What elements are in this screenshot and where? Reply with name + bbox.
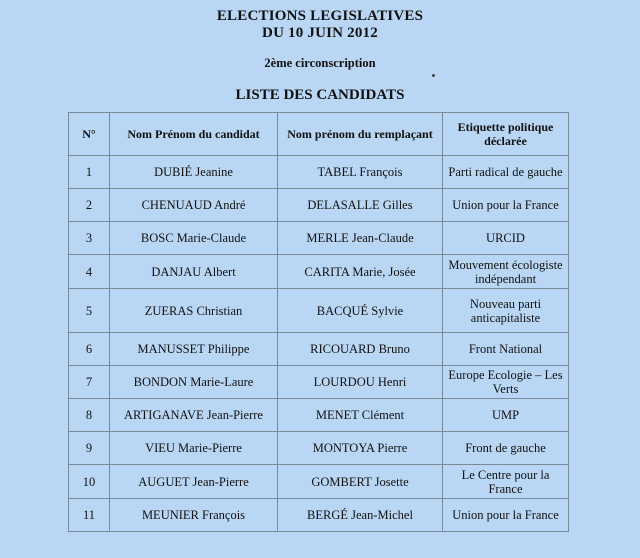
substitute-name: BERGÉ Jean-Michel	[278, 499, 443, 532]
substitute-name: MONTOYA Pierre	[278, 432, 443, 465]
political-label: Front National	[443, 333, 569, 366]
table-row	[69, 289, 569, 333]
candidate-name: MEUNIER François	[110, 499, 278, 532]
substitute-name: CARITA Marie, Josée	[278, 255, 443, 289]
candidate-name: BONDON Marie-Laure	[110, 366, 278, 399]
candidate-name: VIEU Marie-Pierre	[110, 432, 278, 465]
col-header-label: Etiquette politique déclarée	[443, 113, 569, 156]
row-number: 4	[69, 255, 110, 289]
title-line-2: DU 10 JUIN 2012	[262, 25, 378, 41]
substitute-name: LOURDOU Henri	[278, 366, 443, 399]
table-body	[69, 156, 569, 532]
table-header-row	[69, 113, 569, 156]
candidate-name: ARTIGANAVE Jean-Pierre	[110, 399, 278, 432]
table-row	[69, 432, 569, 465]
political-label: Nouveau parti anticapitaliste	[443, 289, 569, 333]
candidate-name: ZUERAS Christian	[110, 289, 278, 333]
table-row	[69, 189, 569, 222]
title-line-1: ELECTIONS LEGISLATIVES	[216, 8, 424, 24]
row-number: 10	[69, 465, 110, 499]
substitute-name: RICOUARD Bruno	[278, 333, 443, 366]
candidate-name: DUBIÉ Jeanine	[110, 156, 278, 189]
table-row	[69, 156, 569, 189]
political-label: Europe Ecologie – Les Verts	[443, 366, 569, 399]
table-row	[69, 333, 569, 366]
table-row	[69, 399, 569, 432]
row-number: 2	[69, 189, 110, 222]
substitute-name: DELASALLE Gilles	[278, 189, 443, 222]
table-row	[69, 499, 569, 532]
row-number: 3	[69, 222, 110, 255]
col-header-candidate: Nom Prénom du candidat	[110, 113, 278, 156]
row-number: 1	[69, 156, 110, 189]
row-number: 6	[69, 333, 110, 366]
substitute-name: TABEL François	[278, 156, 443, 189]
candidates-table	[68, 112, 569, 532]
row-number: 7	[69, 366, 110, 399]
row-number: 9	[69, 432, 110, 465]
political-label: Union pour la France	[443, 499, 569, 532]
row-number: 11	[69, 499, 110, 532]
substitute-name: MERLE Jean-Claude	[278, 222, 443, 255]
list-title: LISTE DES CANDIDATS	[235, 87, 405, 103]
political-label: Front de gauche	[443, 432, 569, 465]
candidate-name: CHENUAUD André	[110, 189, 278, 222]
substitute-name: GOMBERT Josette	[278, 465, 443, 499]
political-label: URCID	[443, 222, 569, 255]
substitute-name: MENET Clément	[278, 399, 443, 432]
col-header-substitute: Nom prénom du remplaçant	[278, 113, 443, 156]
political-label: Parti radical de gauche	[443, 156, 569, 189]
political-label: Le Centre pour la France	[443, 465, 569, 499]
candidate-name: DANJAU Albert	[110, 255, 278, 289]
table-row	[69, 255, 569, 289]
candidate-name: BOSC Marie-Claude	[110, 222, 278, 255]
substitute-name: BACQUÉ Sylvie	[278, 289, 443, 333]
political-label: Mouvement écologiste indépendant	[443, 255, 569, 289]
candidate-name: MANUSSET Philippe	[110, 333, 278, 366]
row-number: 8	[69, 399, 110, 432]
col-header-number: N°	[69, 113, 110, 156]
table-row	[69, 366, 569, 399]
subtitle: 2ème circonscription	[264, 56, 376, 70]
political-label: Union pour la France	[443, 189, 569, 222]
political-label: UMP	[443, 399, 569, 432]
candidate-name: AUGUET Jean-Pierre	[110, 465, 278, 499]
speck-mark	[432, 74, 435, 77]
table-row	[69, 222, 569, 255]
row-number: 5	[69, 289, 110, 333]
table-row	[69, 465, 569, 499]
